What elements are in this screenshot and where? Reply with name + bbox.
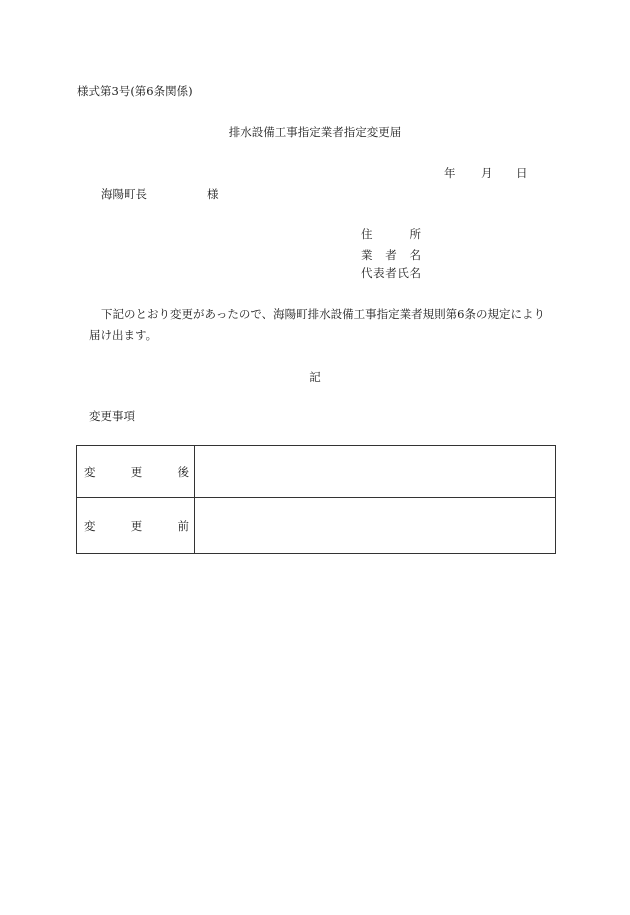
body-text-line-2: 届け出ます。 — [89, 328, 158, 342]
change-table — [76, 445, 556, 554]
date-year-label: 年 — [444, 166, 456, 180]
label-char: 代 — [361, 266, 373, 280]
label-char: 前 — [177, 518, 189, 533]
label-char: 変 — [84, 464, 96, 479]
label-char: 業 — [361, 248, 373, 262]
label-char: 変 — [84, 518, 96, 533]
label-char: 所 — [409, 227, 421, 241]
label-char: 者 — [385, 266, 397, 280]
after-label-cell — [77, 446, 195, 498]
label-char: 更 — [130, 464, 143, 479]
form-number: 様式第3号(第6条関係) — [77, 84, 193, 98]
label-char: 住 — [361, 227, 373, 241]
label-char: 氏 — [397, 266, 409, 280]
after-value-cell[interactable] — [195, 446, 556, 498]
before-value-cell[interactable] — [195, 498, 556, 554]
label-char: 後 — [177, 464, 189, 479]
applicant-address-label — [361, 229, 421, 241]
label-char: 名 — [409, 248, 421, 262]
date-day-label: 日 — [516, 166, 528, 180]
section-label: 変更事項 — [89, 409, 135, 423]
label-char: 名 — [409, 266, 421, 280]
body-text-line-1: 下記のとおり変更があったので、海陽町排水設備工事指定業者規則第6条の規定により — [101, 307, 545, 321]
ki-heading: 記 — [309, 370, 321, 384]
addressee: 海陽町長 — [101, 187, 147, 201]
date-month-label: 月 — [481, 166, 493, 180]
before-label-cell — [77, 498, 195, 554]
honorific: 様 — [207, 187, 219, 201]
table-row-before — [77, 498, 556, 554]
label-char: 表 — [373, 266, 385, 280]
document-title: 排水設備工事指定業者指定変更届 — [228, 125, 402, 139]
label-char: 者 — [385, 248, 397, 262]
applicant-company-label — [361, 250, 421, 262]
label-char: 更 — [130, 518, 143, 533]
table-row-after — [77, 446, 556, 498]
applicant-representative-label — [361, 268, 421, 280]
